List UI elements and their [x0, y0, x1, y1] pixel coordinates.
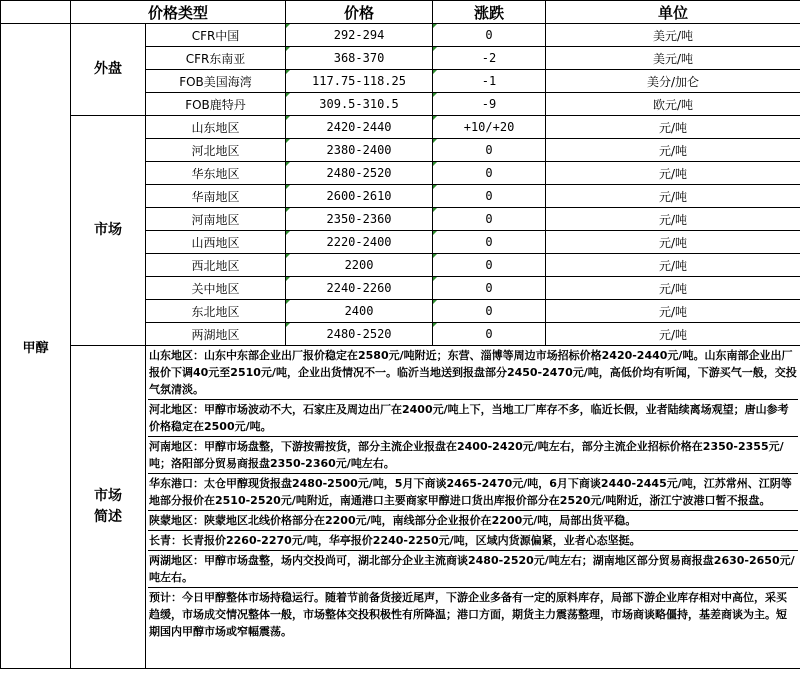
row-unit: 元/吨	[546, 323, 800, 346]
row-price-cell	[286, 47, 433, 70]
edit-marker-icon	[433, 300, 437, 304]
edit-marker-icon	[286, 93, 290, 97]
group-summary: 市场 简述	[71, 346, 146, 669]
row-unit: 美分/加仑	[546, 70, 800, 93]
row-change-cell	[433, 93, 546, 116]
row-name: FOB美国海湾	[146, 70, 286, 93]
row-price: 2600-2610	[326, 189, 392, 203]
row-price-cell	[286, 116, 433, 139]
row-name: 山东地区	[146, 116, 286, 139]
row-change-cell	[433, 162, 546, 185]
row-unit: 元/吨	[546, 139, 800, 162]
row-unit: 元/吨	[546, 277, 800, 300]
row-change: 0	[485, 166, 493, 180]
header-row	[1, 1, 800, 24]
row-change: 0	[485, 304, 493, 318]
row-change-cell	[433, 277, 546, 300]
row-price-cell	[286, 254, 433, 277]
edit-marker-icon	[433, 277, 437, 281]
row-price-cell	[286, 231, 433, 254]
row-price: 2240-2260	[326, 281, 392, 295]
edit-marker-icon	[286, 139, 290, 143]
row-price: 292-294	[333, 28, 385, 42]
edit-marker-icon	[433, 93, 437, 97]
market-notes	[146, 346, 800, 669]
row-change: 0	[485, 143, 493, 157]
row-unit: 元/吨	[546, 254, 800, 277]
edit-marker-icon	[433, 47, 437, 51]
edit-marker-icon	[286, 70, 290, 74]
row-unit: 元/吨	[546, 300, 800, 323]
row-change: 0	[485, 327, 493, 341]
row-unit: 美元/吨	[546, 24, 800, 47]
row-unit: 美元/吨	[546, 47, 800, 70]
edit-marker-icon	[286, 231, 290, 235]
row-price-cell	[286, 70, 433, 93]
row-change-cell	[433, 231, 546, 254]
edit-marker-icon	[433, 162, 437, 166]
row-price: 2200	[344, 258, 374, 272]
row-price-cell	[286, 277, 433, 300]
row-price-cell	[286, 162, 433, 185]
note-paragraph: 预计：今日甲醇整体市场持稳运行。随着节前备货接近尾声，下游企业多备有一定的原料库存，局部下游企业库存相对中高位，采买趋缓，市场成交情况整体一般，市场整体交投积极性有所降温；港口方面，期货主力震荡整理，市场商谈略僵持，基差商谈为主。短期国内甲醇市场或窄幅震荡。	[149, 591, 787, 638]
edit-marker-icon	[286, 185, 290, 189]
header-change: 涨跌	[433, 1, 546, 24]
row-price-cell	[286, 24, 433, 47]
row-price: 2350-2360	[326, 212, 392, 226]
edit-marker-icon	[286, 47, 290, 51]
row-change-cell	[433, 208, 546, 231]
edit-marker-icon	[286, 323, 290, 327]
edit-marker-icon	[433, 116, 437, 120]
row-change: +10/+20	[463, 120, 515, 134]
header-type: 价格类型	[71, 1, 286, 24]
row-unit: 元/吨	[546, 231, 800, 254]
header-blank	[1, 1, 71, 24]
row-change: 0	[485, 28, 493, 42]
edit-marker-icon	[433, 323, 437, 327]
edit-marker-icon	[286, 254, 290, 258]
edit-marker-icon	[286, 24, 290, 28]
summary-row	[1, 346, 800, 669]
row-name: 关中地区	[146, 277, 286, 300]
edit-marker-icon	[433, 70, 437, 74]
row-price-cell	[286, 139, 433, 162]
row-price: 117.75-118.25	[312, 74, 406, 88]
edit-marker-icon	[433, 24, 437, 28]
row-name: CFR中国	[146, 24, 286, 47]
row-name: CFR东南亚	[146, 47, 286, 70]
note-paragraph: 两湖地区：甲醇市场盘整，场内交投尚可，湖北部分企业主流商谈2480-2520元/吨左右；湖南地区部分贸易商报盘2630-2650元/吨左右。	[148, 551, 798, 588]
row-change-cell	[433, 116, 546, 139]
row-price: 2480-2520	[326, 327, 392, 341]
row-name: 华南地区	[146, 185, 286, 208]
edit-marker-icon	[433, 208, 437, 212]
row-unit: 欧元/吨	[546, 93, 800, 116]
row-name: 东北地区	[146, 300, 286, 323]
row-change: -2	[481, 51, 497, 65]
row-price: 2400	[344, 304, 374, 318]
row-change: 0	[485, 235, 493, 249]
row-unit: 元/吨	[546, 185, 800, 208]
table-row	[1, 24, 800, 47]
row-change: 0	[485, 189, 493, 203]
note-paragraph: 山东地区：山东中东部企业出厂报价稳定在2580元/吨附近；东营、淄博等周边市场招标价格2420-2440元/吨。山东南部企业出厂报价下调40元至2510元/吨，企业出货情况不一。临沂当地送到报盘部分2450-2470元/吨，高低价均有听闻，下游买气一般，交投气氛清淡。	[148, 346, 798, 400]
row-name: 河南地区	[146, 208, 286, 231]
group-market: 市场	[71, 116, 146, 346]
edit-marker-icon	[286, 277, 290, 281]
row-change-cell	[433, 323, 546, 346]
row-price-cell	[286, 300, 433, 323]
edit-marker-icon	[286, 116, 290, 120]
row-price: 2220-2400	[326, 235, 392, 249]
note-paragraph: 陕蒙地区：陕蒙地区北线价格部分在2200元/吨，南线部分企业报价在2200元/吨，局部出货平稳。	[148, 511, 798, 531]
row-price: 2480-2520	[326, 166, 392, 180]
note-paragraph: 河南地区：甲醇市场盘整，下游按需按货，部分主流企业报盘在2400-2420元/吨左右，部分主流企业招标价格在2350-2355元/吨；洛阳部分贸易商报盘2350-2360元/吨左右。	[148, 437, 798, 474]
note-paragraph: 长青：长青报价2260-2270元/吨，华亭报价2240-2250元/吨，区域内货源偏紧，业者心态坚挺。	[148, 531, 798, 551]
edit-marker-icon	[286, 300, 290, 304]
row-unit: 元/吨	[546, 162, 800, 185]
note-paragraph: 河北地区：甲醇市场波动不大，石家庄及周边出厂在2400元/吨上下，当地工厂库存不多，临近长假，业者陆续离场观望；唐山参考价格稳定在2500元/吨。	[148, 400, 798, 437]
row-change: 0	[485, 258, 493, 272]
row-change-cell	[433, 300, 546, 323]
row-change: -9	[481, 97, 497, 111]
row-change-cell	[433, 185, 546, 208]
row-change: 0	[485, 281, 493, 295]
row-change-cell	[433, 47, 546, 70]
edit-marker-icon	[433, 139, 437, 143]
row-change-cell	[433, 139, 546, 162]
row-price: 309.5-310.5	[319, 97, 399, 111]
row-change-cell	[433, 24, 546, 47]
row-change: -1	[481, 74, 497, 88]
row-price: 2420-2440	[326, 120, 392, 134]
edit-marker-icon	[433, 185, 437, 189]
edit-marker-icon	[433, 231, 437, 235]
row-name: 华东地区	[146, 162, 286, 185]
row-change-cell	[433, 254, 546, 277]
row-name: 西北地区	[146, 254, 286, 277]
note-paragraph: 华东港口：太仓甲醇现货报盘2480-2500元/吨，5月下商谈2465-2470元/吨，6月下商谈2440-2445元/吨，江苏常州、江阴等地部分报价在2510-2520元/吨附近，南通港口主要商家甲醇进口货出库报价部分在2520元/吨附近，浙江宁波港口暂不报盘。	[148, 474, 798, 511]
row-change: 0	[485, 212, 493, 226]
row-name: 两湖地区	[146, 323, 286, 346]
edit-marker-icon	[286, 208, 290, 212]
row-price-cell	[286, 93, 433, 116]
row-change-cell	[433, 70, 546, 93]
row-price-cell	[286, 323, 433, 346]
edit-marker-icon	[433, 254, 437, 258]
product-label: 甲醇	[1, 24, 71, 669]
row-name: 河北地区	[146, 139, 286, 162]
row-name: 山西地区	[146, 231, 286, 254]
edit-marker-icon	[286, 162, 290, 166]
header-unit: 单位	[546, 1, 800, 24]
header-price: 价格	[286, 1, 433, 24]
row-unit: 元/吨	[546, 208, 800, 231]
row-price: 2380-2400	[326, 143, 392, 157]
row-price-cell	[286, 208, 433, 231]
row-unit: 元/吨	[546, 116, 800, 139]
row-price-cell	[286, 185, 433, 208]
table-row	[1, 116, 800, 139]
group-outer: 外盘	[71, 24, 146, 116]
row-name: FOB鹿特丹	[146, 93, 286, 116]
row-price: 368-370	[333, 51, 385, 65]
